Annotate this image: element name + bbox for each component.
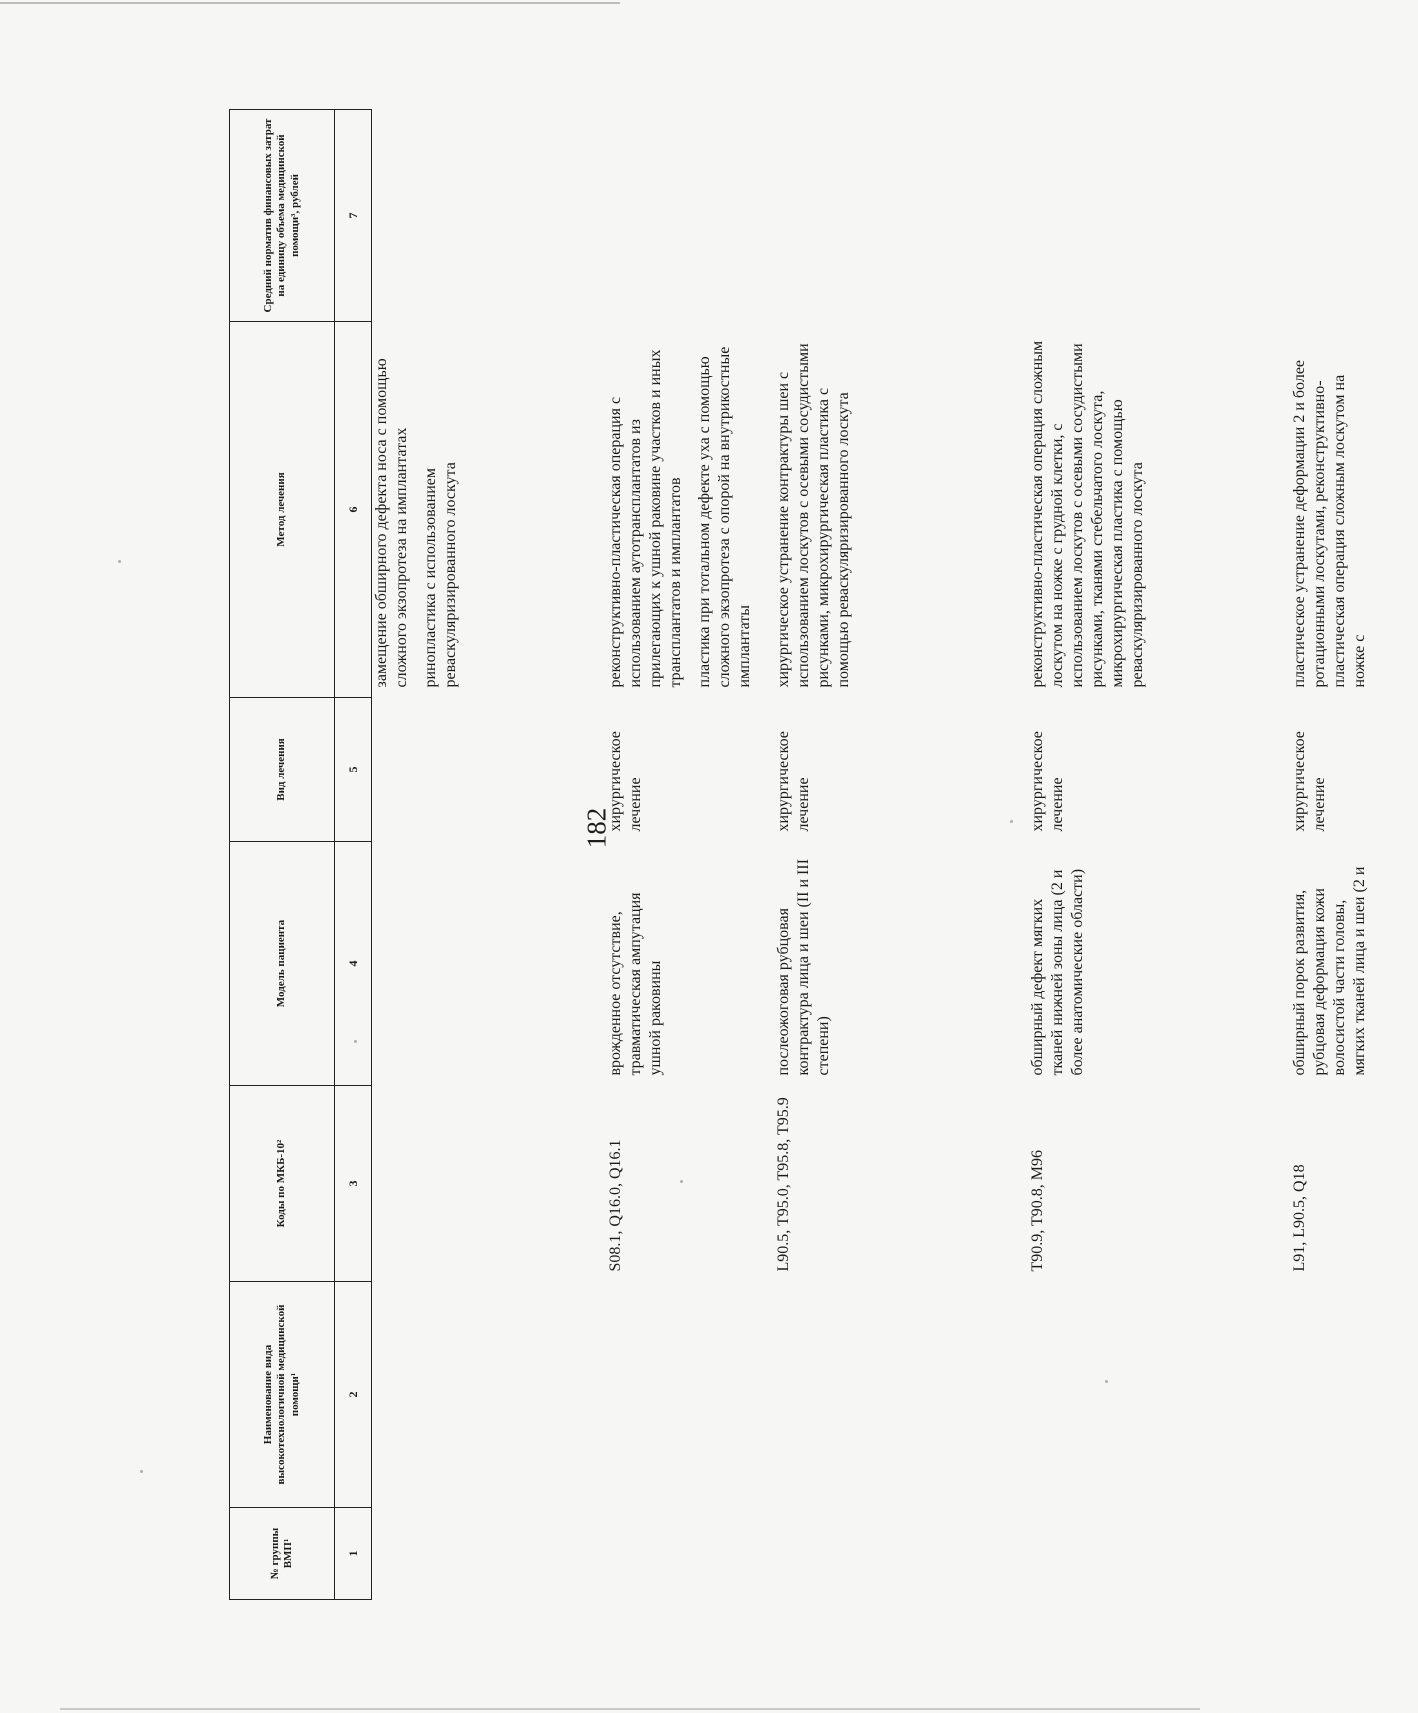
treatment-method-item: реконструктивно-пластическая операция сложным лоскутом на ножке с грудной клетки, с использованием лоскутов с осевыми сосудистыми рисунками, тканями стебельчатого лоскута, микрохирургическая пластика с помощью реваскуляризированного лоскута xyxy=(1028,340,1146,688)
treatment-method-item: пластическое устранение деформации 2 и более ротационными лоскутами, реконструктивно-пластическая операция сложным лоскутом на ножке с xyxy=(1290,359,1368,688)
scan-edge-bottom xyxy=(60,1708,1200,1710)
scan-speckle xyxy=(118,560,121,563)
header-row xyxy=(230,110,335,1600)
header-treatment-method: Метод лечения xyxy=(230,322,335,698)
treatment-method-item: ринопластика с использованием реваскуляризированного лоскута xyxy=(422,462,459,688)
treatment-method-item: реконструктивно-пластическая операция с использованием аутотрансплантатов из прилегающих к ушной раковине участков и иных трансплантатов и имплантатов xyxy=(606,349,684,688)
icd-codes-cell: L90.5, T95.0, T95.8, T95.9 xyxy=(774,1097,792,1272)
icd-codes-cell: L91, L90.5, Q18 xyxy=(1290,1164,1308,1272)
header-icd-codes: Коды по МКБ-10² xyxy=(230,1086,335,1282)
scan-speckle xyxy=(1105,1380,1108,1383)
treatment-type-cell: хирургическое лечение xyxy=(606,731,644,832)
scan-speckle xyxy=(354,1040,357,1043)
patient-model-cell: обширный порок развития, рубцовая деформация кожи волосистой части головы, мягких тканей лица и шеи (2 и xyxy=(1290,866,1368,1076)
column-number: 5 xyxy=(335,698,372,842)
icd-codes-cell: T90.9, T90.8, M96 xyxy=(1028,1150,1046,1272)
scan-speckle xyxy=(1010,820,1013,823)
scan-speckle xyxy=(140,1470,143,1473)
rotated-table-sheet xyxy=(229,110,1368,1600)
treatment-method-item: пластика при тотальном дефекте уха с помощью сложного экзопротеза с опорой на внутрикостные имплантаты xyxy=(695,346,753,688)
treatment-method-item: хирургическое устранение контрактуры шеи с использованием лоскутов с осевыми сосудистыми рисунками, микрохирургическая пластика с помощью реваскуляризированного лоскута xyxy=(774,343,852,688)
scan-speckle xyxy=(680,1180,683,1183)
column-number: 4 xyxy=(335,842,372,1086)
column-number-row xyxy=(335,110,372,1600)
header-cost-standard: Средний норматив финансовых затрат на единицу объема медицинской помощи³, рублей xyxy=(230,110,335,322)
scan-edge-top xyxy=(0,2,620,4)
table-row xyxy=(1282,110,1418,1600)
patient-model-cell: обширный дефект мягких тканей нижней зоны лица (2 и более анатомические области) xyxy=(1028,868,1086,1076)
table-row xyxy=(372,110,598,1600)
table-row xyxy=(598,110,766,1600)
table-row xyxy=(1020,110,1282,1600)
header-patient-model: Модель пациента xyxy=(230,842,335,1086)
column-number: 7 xyxy=(335,110,372,322)
column-number: 1 xyxy=(335,1508,372,1600)
patient-model-cell: послеожоговая рубцовая контрактура лица и шеи (II и III степени) xyxy=(774,858,832,1076)
page-number: 182 xyxy=(581,807,612,849)
treatment-method-item: замещение обширного дефекта носа с помощью сложного экзопротеза на имплантатах xyxy=(373,358,410,688)
patient-model-cell: врожденное отсутствие, травматическая ампутация ушной раковины xyxy=(606,892,664,1076)
treatment-type-cell: хирургическое лечение xyxy=(1290,731,1328,832)
header-treatment-type: Вид лечения xyxy=(230,698,335,842)
medical-care-table xyxy=(229,109,1418,1600)
icd-codes-cell: S08.1, Q16.0, Q16.1 xyxy=(606,1139,624,1272)
header-group-number: № группы ВМП¹ xyxy=(230,1508,335,1600)
treatment-type-cell: хирургическое лечение xyxy=(774,731,812,832)
column-number: 3 xyxy=(335,1086,372,1282)
column-number: 2 xyxy=(335,1282,372,1508)
treatment-type-cell: хирургическое лечение xyxy=(1028,731,1066,832)
header-care-type-name: Наименование вида высокотехнологичной медицинской помощи¹ xyxy=(230,1282,335,1508)
column-number: 6 xyxy=(335,322,372,698)
table-row xyxy=(766,110,1020,1600)
